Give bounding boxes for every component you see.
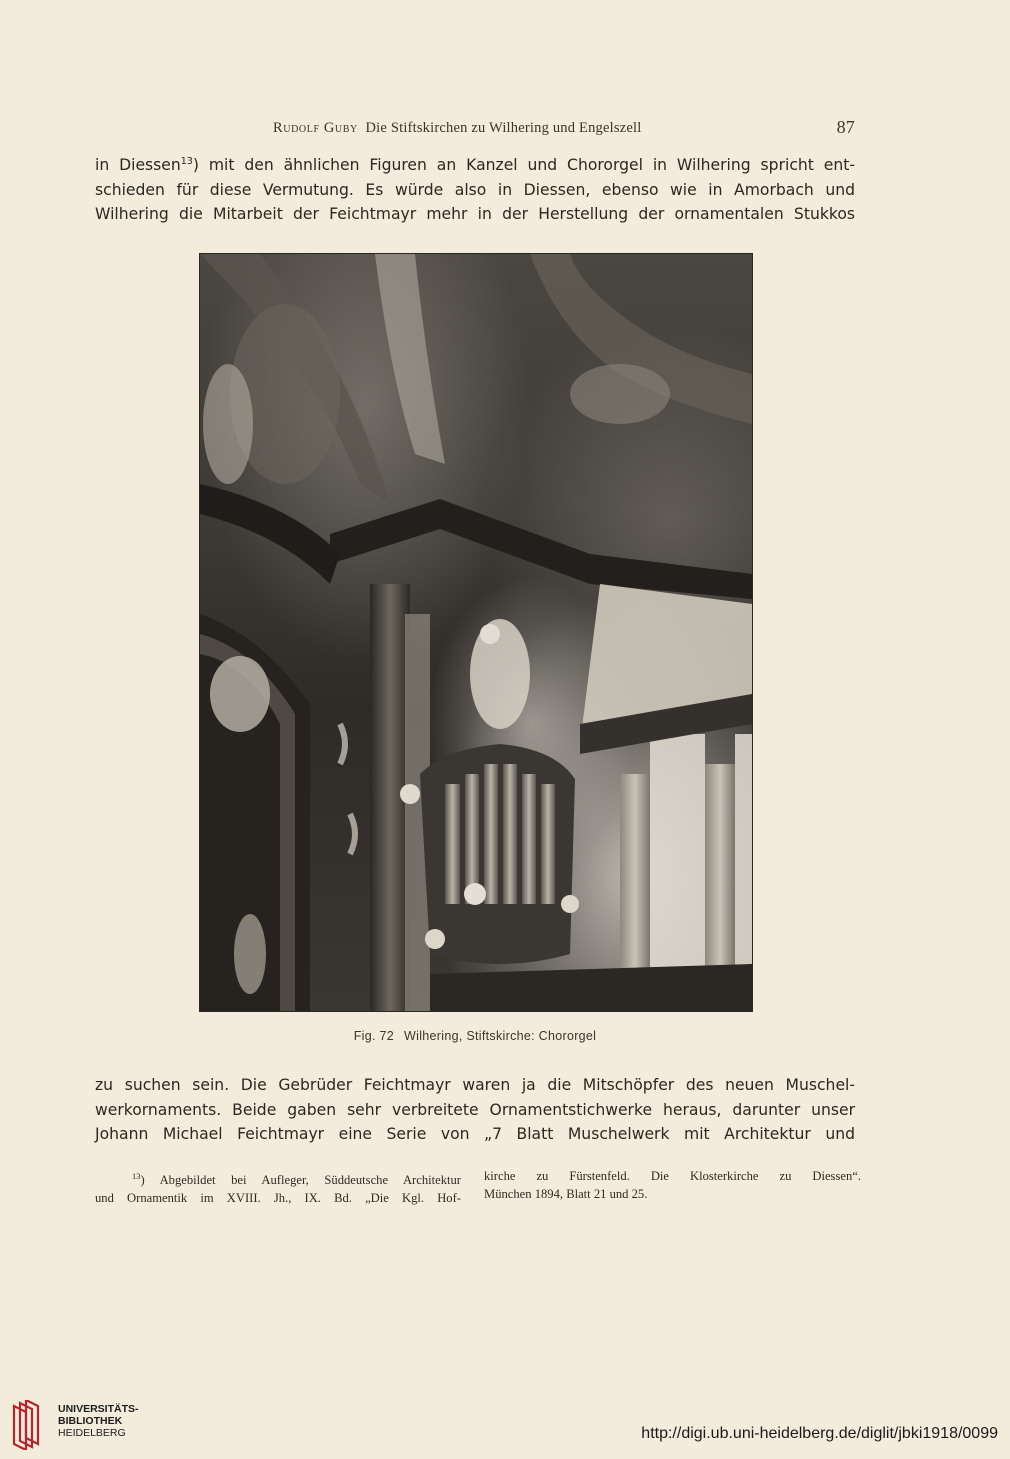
text-run: ) Abgebildet bei Aufleger, Süddeutsche Architektur xyxy=(140,1173,461,1187)
paragraph-top xyxy=(95,150,855,227)
library-logo[interactable] xyxy=(10,1400,170,1450)
paragraph-line xyxy=(95,150,855,178)
library-name-line: HEIDELBERG xyxy=(58,1427,126,1439)
paragraph-line: Wilhering die Mitarbeit der Feichtmayr mehr in der Herstellung der ornamentalen Stukkos xyxy=(95,205,855,223)
library-name-line: BIBLIOTHEK xyxy=(58,1415,123,1427)
footnote-left-column xyxy=(95,1167,461,1207)
paragraph-line: werkornaments. Beide gaben sehr verbreitete Ornamentstichwerke heraus, darunter unser xyxy=(95,1100,855,1119)
paragraph-bottom xyxy=(95,1073,855,1147)
page-number: 87 xyxy=(836,117,855,137)
library-name xyxy=(58,1403,139,1439)
footnote-line: und Ornamentik im XVIII. Jh., IX. Bd. „Die Kgl. Hof- xyxy=(95,1191,461,1205)
paragraph-line: Johann Michael Feichtmayr eine Serie von „7 Blatt Muschelwerk mit Architektur und xyxy=(95,1125,855,1143)
footnote-line: München 1894, Blatt 21 und 25. xyxy=(484,1187,648,1201)
paragraph-line: schieden für diese Vermutung. Es würde also in Diessen, ebenso wie in Amorbach und xyxy=(95,180,855,199)
library-name-line: UNIVERSITÄTS- xyxy=(58,1403,139,1415)
photo-illustration xyxy=(200,254,752,1011)
footnote-marker: 13 xyxy=(132,1171,141,1181)
source-url-link[interactable]: http://digi.ub.uni-heidelberg.de/diglit/jbki1918/0099 xyxy=(641,1425,998,1442)
footnote-right-column xyxy=(484,1167,861,1203)
figure-label: Fig. 72 xyxy=(353,1029,395,1043)
figure-caption-text: Wilhering, Stiftskirche: Chororgel xyxy=(404,1029,597,1043)
footnote-line: kirche zu Fürstenfeld. Die Klosterkirche zu Diessen“. xyxy=(484,1169,861,1183)
library-emblem-icon xyxy=(10,1400,52,1450)
running-head xyxy=(95,117,855,139)
figure-photograph-organ xyxy=(199,253,753,1012)
running-head-text xyxy=(273,120,641,137)
header-author: Rudolf Guby xyxy=(273,120,358,136)
footnote-reference[interactable]: 13 xyxy=(180,156,193,167)
text-run: ) mit den ähnlichen Figuren an Kanzel und Chororgel in Wilhering spricht ent- xyxy=(192,156,855,174)
header-title: Die Stiftskirchen zu Wilhering und Engelszell xyxy=(365,120,642,136)
footnote-line xyxy=(108,1167,461,1189)
figure-caption xyxy=(199,1029,751,1043)
text-run: in Diessen xyxy=(95,156,181,174)
paragraph-line: zu suchen sein. Die Gebrüder Feichtmayr waren ja die Mitschöpfer des neuen Muschel- xyxy=(95,1076,855,1094)
